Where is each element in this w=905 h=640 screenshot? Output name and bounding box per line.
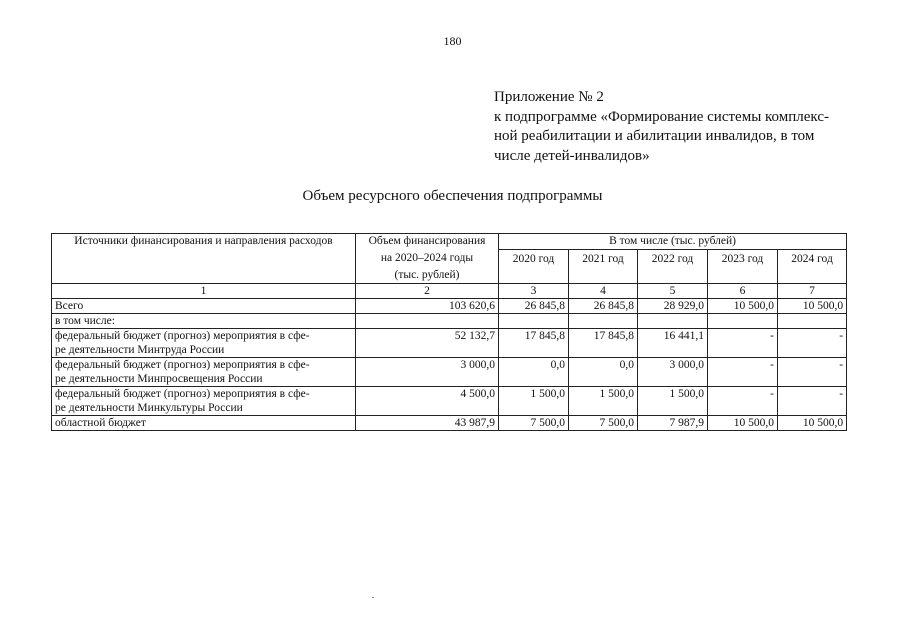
row-label (52, 387, 356, 416)
table-row (52, 329, 847, 358)
cell-value (638, 314, 708, 329)
cell-value: 10 500,0 (708, 416, 778, 431)
row-label: областной бюджет (52, 416, 356, 431)
row-label (52, 329, 356, 358)
cell-value: 28 929,0 (638, 299, 708, 314)
scan-speck (372, 597, 374, 598)
column-number: 2 (356, 284, 499, 299)
cell-value (569, 314, 638, 329)
cell-value: 10 500,0 (778, 416, 847, 431)
table-row (52, 314, 847, 329)
cell-value: 7 500,0 (499, 416, 569, 431)
row-label-line: федеральный бюджет (прогноз) мероприятия в сфе- (55, 330, 310, 342)
header-volume-line: (тыс. рублей) (394, 269, 460, 281)
appendix-heading (494, 88, 854, 166)
cell-value: 1 500,0 (499, 387, 569, 416)
row-label-line: федеральный бюджет (прогноз) мероприятия в сфе- (55, 359, 310, 371)
table-row (52, 416, 847, 431)
column-number: 3 (499, 284, 569, 299)
appendix-line: Приложение № 2 (494, 89, 604, 105)
cell-value: 52 132,7 (356, 329, 499, 358)
row-label (52, 358, 356, 387)
cell-value: 1 500,0 (638, 387, 708, 416)
cell-value: 103 620,6 (356, 299, 499, 314)
header-year: 2024 год (778, 250, 847, 284)
cell-value (708, 314, 778, 329)
cell-value: 3 000,0 (638, 358, 708, 387)
cell-value: 10 500,0 (708, 299, 778, 314)
cell-value: - (778, 358, 847, 387)
cell-value: 10 500,0 (778, 299, 847, 314)
cell-value: 26 845,8 (499, 299, 569, 314)
header-year: 2023 год (708, 250, 778, 284)
table-row (52, 358, 847, 387)
cell-value: 7 987,9 (638, 416, 708, 431)
header-year: 2022 год (638, 250, 708, 284)
cell-value: 1 500,0 (569, 387, 638, 416)
cell-value: 0,0 (499, 358, 569, 387)
cell-value: 17 845,8 (499, 329, 569, 358)
header-volume (356, 234, 499, 284)
cell-value: 4 500,0 (356, 387, 499, 416)
table-row (52, 387, 847, 416)
row-label: в том числе: (52, 314, 356, 329)
cell-value: - (708, 387, 778, 416)
appendix-line: к подпрограмме «Формирование системы комплекс- (494, 108, 829, 125)
cell-value: 17 845,8 (569, 329, 638, 358)
column-number: 1 (52, 284, 356, 299)
header-year: 2020 год (499, 250, 569, 284)
cell-value: - (778, 387, 847, 416)
cell-value: - (708, 329, 778, 358)
page-number: 180 (443, 34, 462, 48)
row-label-line: ре деятельности Минкультуры России (55, 402, 243, 414)
row-label: Всего (52, 299, 356, 314)
cell-value: 43 987,9 (356, 416, 499, 431)
cell-value: 0,0 (569, 358, 638, 387)
cell-value: - (778, 329, 847, 358)
cell-value: 16 441,1 (638, 329, 708, 358)
table-row (52, 299, 847, 314)
row-label-line: ре деятельности Минпросвещения России (55, 373, 263, 385)
cell-value (356, 314, 499, 329)
header-including: В том числе (тыс. рублей) (499, 234, 847, 250)
header-sources: Источники финансирования и направления расходов (52, 234, 356, 284)
column-number: 7 (778, 284, 847, 299)
cell-value: 7 500,0 (569, 416, 638, 431)
cell-value: 26 845,8 (569, 299, 638, 314)
header-volume-line: на 2020–2024 годы (380, 252, 474, 264)
row-label-line: ре деятельности Минтруда России (55, 344, 225, 356)
appendix-line: числе детей-инвалидов» (494, 147, 650, 164)
header-volume-line: Объем финансирования (368, 235, 486, 247)
column-number: 5 (638, 284, 708, 299)
funding-table (51, 233, 847, 431)
cell-value (778, 314, 847, 329)
cell-value: - (708, 358, 778, 387)
document-title: Объем ресурсного обеспечения подпрограммы (302, 188, 603, 204)
cell-value (499, 314, 569, 329)
cell-value: 3 000,0 (356, 358, 499, 387)
row-label-line: федеральный бюджет (прогноз) мероприятия в сфе- (55, 388, 310, 400)
appendix-line: ной реабилитации и абилитации инвалидов, в том (494, 128, 815, 144)
header-year: 2021 год (569, 250, 638, 284)
column-number: 4 (569, 284, 638, 299)
column-number: 6 (708, 284, 778, 299)
